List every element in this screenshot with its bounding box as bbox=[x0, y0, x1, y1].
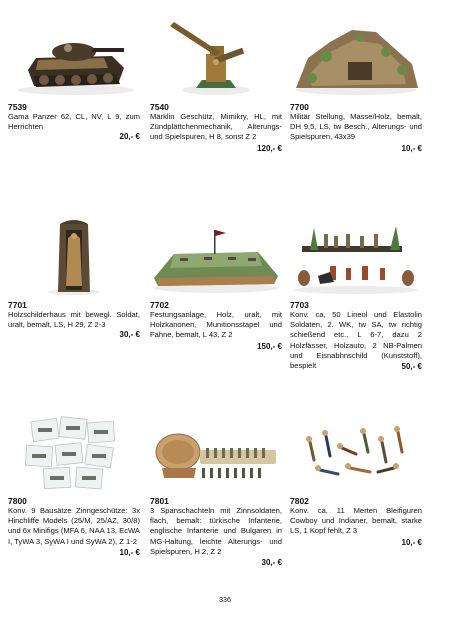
lot-price: 10,- € bbox=[401, 538, 422, 547]
lot-number: 7800 bbox=[8, 496, 27, 506]
page-number: 336 bbox=[219, 597, 231, 604]
lot-number: 7703 bbox=[290, 300, 309, 310]
lot-description: 3 Spanschachteln mit Zinnsoldaten, flach, bemalt: türkische Infanterie, englische Infanterie und Bulgaren in MG-Haltung, leichte Alterungs- und Spielspuren, H 2, Z 2 bbox=[150, 506, 282, 556]
lot-description: Konv. 9 Bausätze Zinngeschütze: 3x Hinchliffe Models (25/M, 25/AZ, 30/8) und 6x Minifigs (MFA 6, NAA 13, EcWA I, TyWA 3, SyWA I und SyWA 2), Z 1-2 bbox=[8, 506, 140, 546]
lot-price: 50,- € bbox=[401, 362, 422, 371]
lot-price: 30,- € bbox=[261, 558, 282, 567]
lot-price: 10,- € bbox=[119, 548, 140, 557]
cowboy-figures-photo bbox=[290, 412, 422, 492]
tin-tank-photo bbox=[8, 18, 140, 98]
lot-number: 7539 bbox=[8, 102, 27, 112]
lot-number: 7702 bbox=[150, 300, 169, 310]
kit-bags-photo bbox=[8, 412, 140, 492]
lot-description: Konv. ca, 50 Lineol und Elastolin Soldaten, 2. WK, tw SA, tw richtig schießend etc., L 6-7, dazu 2 Holzfässer, Holzauto, 2 NB-Palmen und Eisnabhnschild (Kunststoff), bespielt bbox=[290, 310, 422, 371]
lot-price: 30,- € bbox=[119, 330, 140, 339]
soldier-lot-photo bbox=[290, 216, 422, 296]
lot-number: 7801 bbox=[150, 496, 169, 506]
lot-description: Festungsanlage, Holz, uralt, mit Holzkanonen, Munitionsstapel und Fahne, bemalt, L 43, Z 2 bbox=[150, 310, 282, 340]
fortress-photo bbox=[150, 216, 282, 296]
lot-price: 20,- € bbox=[119, 132, 140, 141]
lot-description: Konv. ca. 11 Merten Bleifiguren Cowboy und Indianer, bemalt, starke LS, 1 Kopf fehlt, Z 3 bbox=[290, 506, 422, 536]
military-position-photo bbox=[290, 18, 422, 98]
anti-aircraft-gun-photo bbox=[150, 18, 282, 98]
lot-description: Gama Panzer 62, CL, NV, L 9, zum Herrichten bbox=[8, 112, 140, 132]
chip-boxes-photo bbox=[150, 412, 282, 492]
lot-price: 10,- € bbox=[401, 144, 422, 153]
lot-description: Militär Stellung, Masse/Holz, bemalt, DH 9,5, LS, tw Besch., Alterungs- und Spielspuren, 43x39 bbox=[290, 112, 422, 142]
lot-description: Holzschilderhaus mit bewegl. Soldat, uralt, bemalt, LS, H 29, Z 2-3 bbox=[8, 310, 140, 330]
lot-price: 150,- € bbox=[257, 342, 282, 351]
lot-number: 7701 bbox=[8, 300, 27, 310]
lot-price: 120,- € bbox=[257, 144, 282, 153]
lot-description: Märklin Geschütz, Mimikry, HL, mit Zündplättchenmechanik, Alterungs- und Spielspuren, H 8, sonst Z 2 bbox=[150, 112, 282, 142]
lot-number: 7802 bbox=[290, 496, 309, 506]
lot-number: 7700 bbox=[290, 102, 309, 112]
sentry-box-photo bbox=[8, 216, 140, 296]
lot-number: 7540 bbox=[150, 102, 169, 112]
